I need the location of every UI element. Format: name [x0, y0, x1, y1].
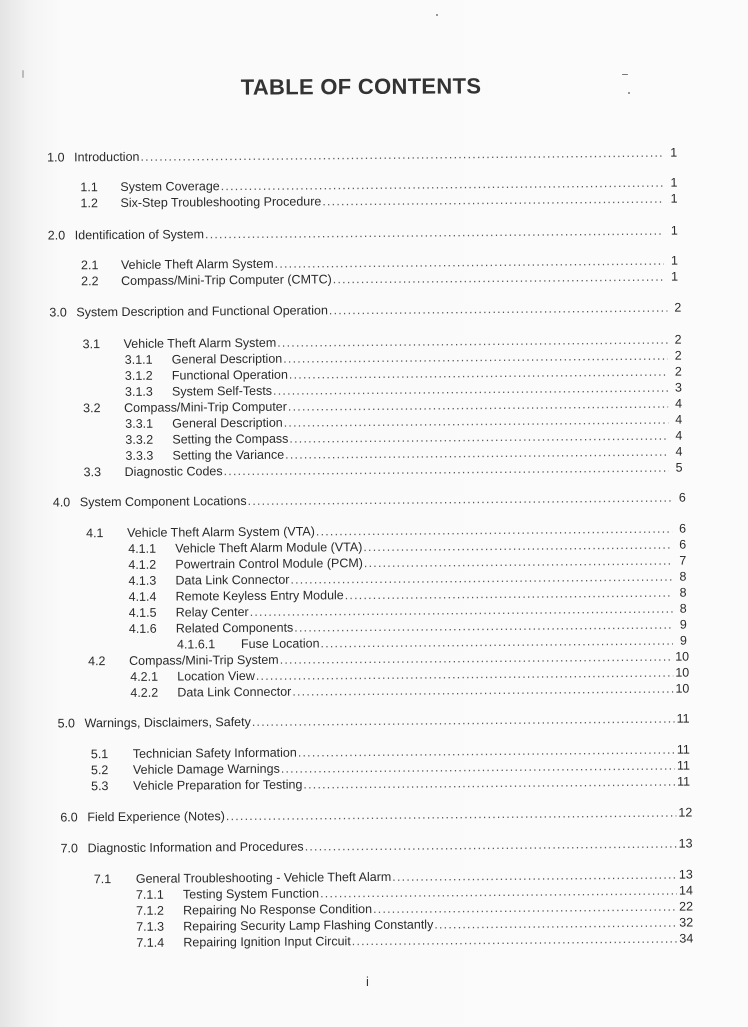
section-title: System Self-Tests [171, 383, 273, 399]
page-number: 1 [670, 253, 679, 268]
section-number: 4.0 [52, 495, 71, 510]
section-title: System Component Locations [79, 493, 247, 510]
page-number: 9 [679, 633, 688, 648]
section-title: Location View [177, 668, 255, 684]
section-title: Vehicle Theft Alarm Module (VTA) [175, 540, 363, 556]
section-title: Repairing Security Lamp Flashing Constantly [183, 917, 434, 934]
page-number: 32 [679, 915, 694, 930]
section-number: 5.3 [91, 779, 109, 794]
page-number: 2 [674, 300, 682, 315]
section-title: Vehicle Theft Alarm System [120, 256, 274, 272]
section-number: 4.1 [86, 526, 104, 541]
page-number: 8 [679, 569, 687, 584]
page-number: 12 [678, 805, 693, 820]
section-number: 3.1 [82, 337, 101, 352]
page-number: 10 [675, 665, 690, 680]
section-number: 4.1.1 [128, 541, 157, 556]
page-number: 6 [678, 490, 686, 505]
page-number: 2 [674, 364, 682, 379]
section-number: 2.0 [47, 228, 66, 243]
dot-leader [329, 300, 668, 319]
toc-entry[interactable] [49, 300, 681, 321]
section-title: Powertrain Control Module (PCM) [175, 556, 363, 572]
toc-entry[interactable] [58, 711, 690, 732]
section-number: 4.1.2 [128, 557, 157, 572]
dot-leader [140, 145, 663, 165]
dot-leader [352, 931, 678, 950]
toc-entry[interactable] [80, 191, 677, 212]
page-number: 13 [678, 867, 693, 882]
toc-entry[interactable] [136, 930, 693, 950]
section-number: 5.1 [90, 747, 109, 762]
page-number: 11 [676, 711, 690, 726]
page-number: 1 [670, 175, 678, 190]
section-title: Compass/Mini-Trip System [129, 652, 279, 668]
page-number: 14 [678, 883, 693, 898]
page-number: 4 [675, 444, 683, 459]
section-number: 2.1 [80, 258, 99, 273]
section-number: 4.1.4 [128, 589, 157, 604]
dot-leader [434, 915, 677, 933]
page-number: 6 [679, 521, 687, 536]
page-number: 8 [679, 585, 687, 600]
page-number: 2 [674, 348, 682, 363]
dot-leader [292, 681, 673, 700]
section-number: 3.1.3 [124, 384, 153, 399]
section-title: Identification of System [74, 227, 205, 243]
page-number: 5 [675, 460, 683, 475]
page-title: TABLE OF CONTENTS [240, 73, 482, 100]
section-title: Setting the Compass [172, 431, 289, 447]
page-number: 1 [671, 269, 679, 284]
section-number: 1.0 [47, 150, 65, 165]
page-number: 6 [679, 537, 687, 552]
section-title: Diagnostic Codes [124, 464, 223, 479]
page-number: 11 [676, 742, 690, 757]
section-number: 4.1.6.1 [176, 637, 216, 652]
section-number: 7.1.2 [136, 903, 164, 918]
section-number: 3.1.1 [124, 352, 153, 367]
page-number: 8 [679, 601, 687, 616]
toc-entry[interactable] [60, 804, 692, 825]
section-number: 4.1.6 [128, 621, 157, 636]
section-title: System Description and Functional Operation [76, 303, 328, 320]
section-number: 5.2 [90, 763, 109, 778]
section-title: Repairing No Response Condition [183, 902, 373, 918]
section-number: 3.0 [49, 305, 67, 320]
section-title: Technician Safety Information [132, 745, 297, 761]
section-number: 3.3.3 [125, 448, 154, 463]
section-number: 1.1 [80, 180, 98, 195]
page-folio: i [366, 974, 369, 989]
section-number: 4.2 [88, 654, 106, 669]
dot-leader [205, 223, 664, 243]
section-number: 3.3.1 [125, 416, 154, 431]
section-title: Repairing Ignition Input Circuit [183, 934, 351, 950]
section-title: Introduction [74, 149, 140, 165]
section-title: Compass/Mini-Trip Computer [124, 399, 287, 415]
toc-entry[interactable] [84, 460, 683, 481]
section-number: 4.1.5 [128, 605, 157, 620]
page-number: 11 [676, 758, 690, 773]
section-title: Data Link Connector [175, 572, 290, 588]
section-title: Data Link Connector [177, 684, 292, 700]
section-title: Relay Center [175, 604, 249, 620]
section-title: Warnings, Disclaimers, Safety [84, 714, 251, 731]
section-title: General Description [171, 351, 283, 367]
section-number: 7.1.1 [135, 887, 164, 902]
section-title: Vehicle Preparation for Testing [133, 777, 303, 793]
page-number: 1 [670, 145, 678, 160]
section-title: Compass/Mini-Trip Computer (CMTC) [121, 272, 332, 288]
section-number: 3.1.2 [124, 368, 153, 383]
page-number: 1 [670, 223, 678, 238]
toc-entry[interactable] [130, 681, 689, 701]
page-number: 10 [675, 649, 690, 664]
dot-leader [248, 490, 672, 509]
section-number: 3.3.2 [125, 432, 154, 447]
section-title: Testing System Function [182, 886, 320, 902]
toc-entry[interactable] [53, 490, 686, 511]
toc-entry[interactable] [91, 774, 690, 795]
toc-entry[interactable] [47, 145, 677, 166]
section-title: Diagnostic Information and Procedures [87, 839, 304, 856]
page-number: 4 [675, 396, 683, 411]
toc-entry[interactable] [81, 269, 678, 290]
section-number: 3.2 [83, 401, 101, 416]
section-number: 1.2 [80, 196, 98, 211]
section-number: 3.3 [83, 465, 102, 480]
section-title: General Troubleshooting - Vehicle Theft Alarm [135, 869, 392, 886]
section-title: System Coverage [120, 179, 220, 194]
section-title: General Description [172, 415, 283, 431]
section-title: Vehicle Theft Alarm System [123, 335, 277, 351]
section-title: Functional Operation [171, 367, 288, 383]
section-title: Related Components [175, 620, 294, 636]
dot-leader [305, 836, 677, 855]
page-number: 4 [675, 412, 683, 427]
section-number: 4.2.1 [130, 669, 159, 684]
section-title: Remote Keyless Entry Module [175, 588, 344, 604]
section-title: Setting the Variance [172, 447, 285, 463]
section-number: 7.1.3 [136, 919, 165, 934]
section-number: 6.0 [60, 810, 78, 825]
page-number: 13 [678, 836, 693, 851]
page-number: 3 [674, 380, 683, 395]
section-title: Field Experience (Notes) [87, 809, 225, 825]
page-number: 2 [674, 332, 682, 347]
section-title: Fuse Location [240, 636, 320, 652]
section-number: 2.2 [81, 274, 99, 289]
dot-leader [303, 774, 675, 793]
section-number: 7.1 [93, 872, 112, 887]
page-number: 22 [679, 899, 694, 914]
page-number: 11 [677, 774, 691, 789]
dot-leader [322, 191, 663, 210]
page-number: 10 [675, 681, 690, 696]
dot-leader [224, 460, 669, 479]
toc-entry[interactable] [48, 223, 678, 244]
dot-leader [333, 269, 664, 288]
toc-entry[interactable] [61, 835, 693, 856]
dot-leader [252, 711, 675, 730]
section-number: 4.1.3 [128, 573, 157, 588]
page-number: 1 [670, 191, 678, 206]
section-number: 5.0 [57, 716, 76, 731]
page-number: 4 [675, 428, 683, 443]
page-number: 7 [679, 553, 687, 568]
section-number: 7.1.4 [136, 935, 165, 950]
section-number: 7.0 [60, 841, 79, 856]
section-title: Six-Step Troubleshooting Procedure [120, 194, 322, 210]
page-number: 9 [679, 617, 687, 632]
section-title: Vehicle Damage Warnings [132, 761, 280, 777]
section-number: 4.2.2 [130, 685, 159, 700]
section-title: Vehicle Theft Alarm System (VTA) [127, 524, 315, 540]
dot-leader [226, 805, 677, 825]
page-number: 34 [679, 931, 694, 946]
